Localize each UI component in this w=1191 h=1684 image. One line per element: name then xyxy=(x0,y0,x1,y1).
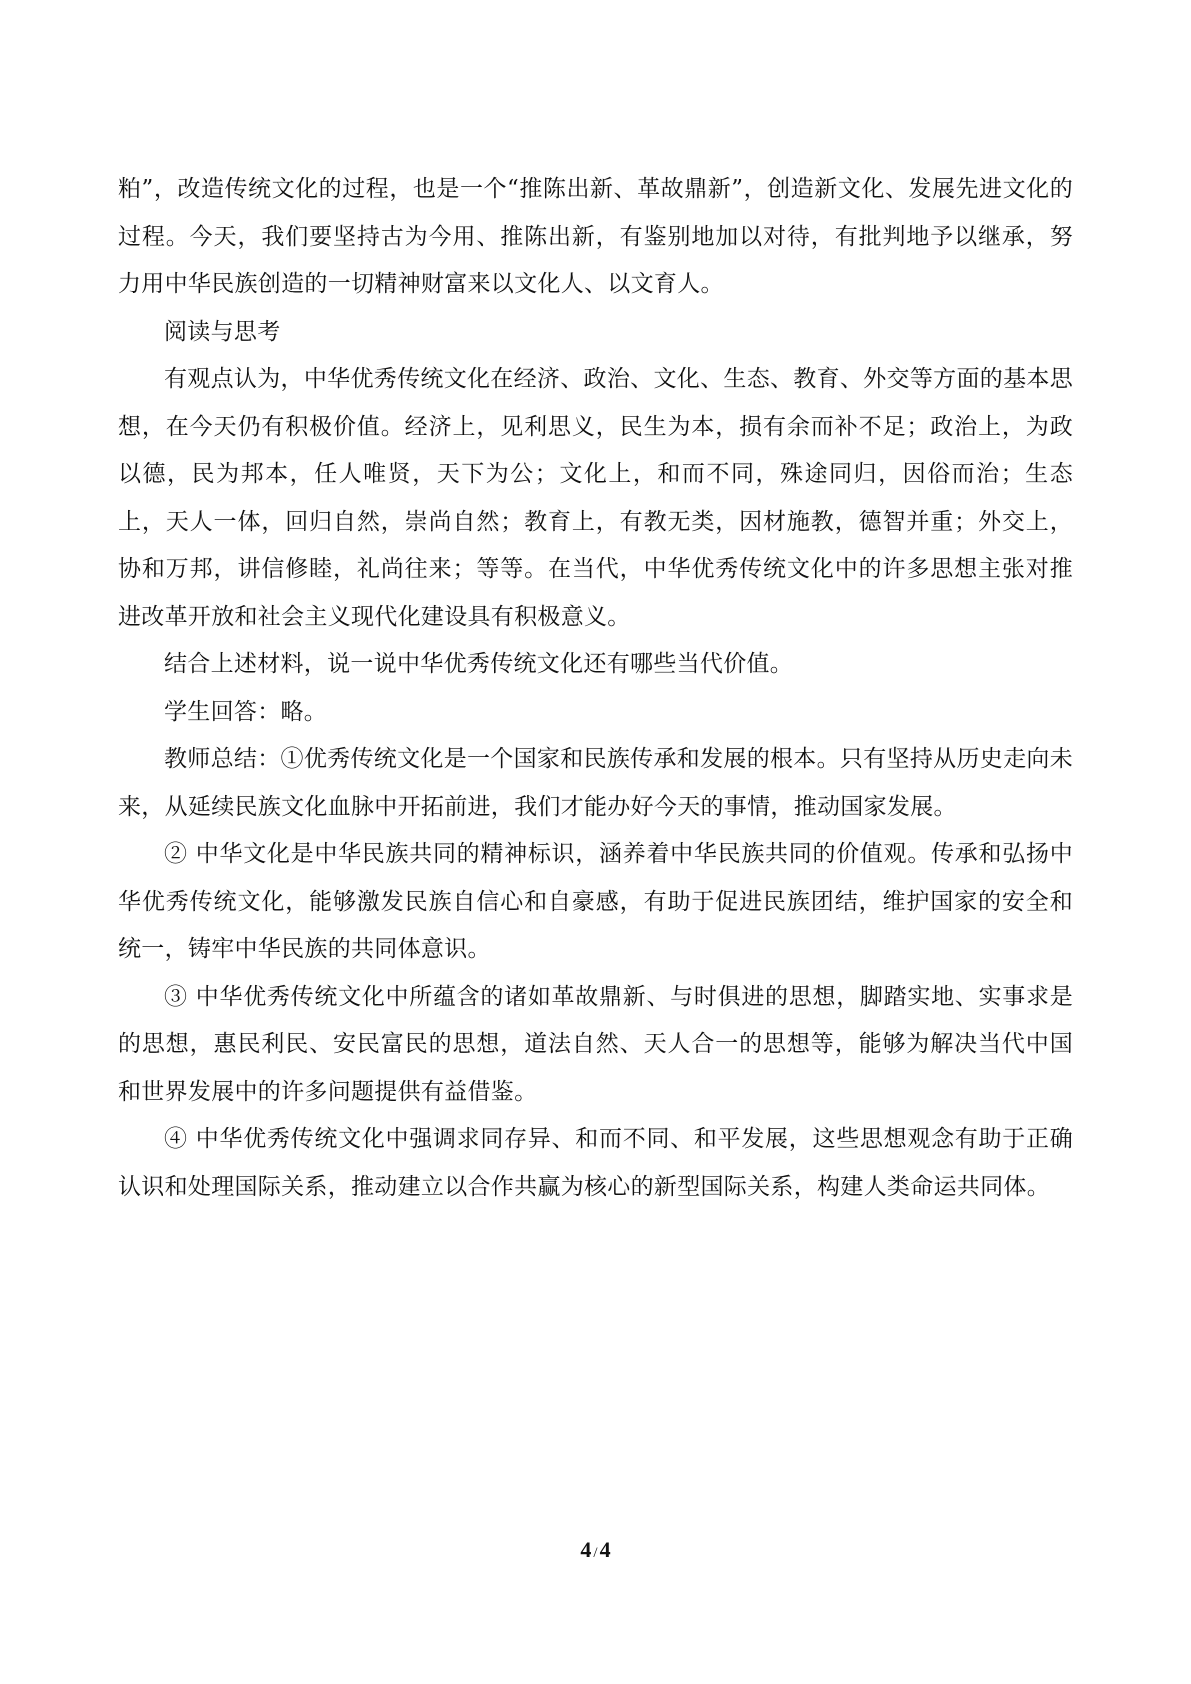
page-number-current: 4 xyxy=(580,1537,592,1562)
document-body xyxy=(118,166,1073,1211)
paragraph-teacher-summary-3: ③ 中华优秀传统文化中所蕴含的诸如革故鼎新、与时俱进的思想，脚踏实地、实事求是的思想，惠民利民、安民富民的思想，道法自然、天人合一的思想等，能够为解决当代中国和世界发展中的许多问题提供有益借鉴。 xyxy=(118,983,1073,1105)
paragraph-teacher-summary-2: ② 中华文化是中华民族共同的精神标识，涵养着中华民族共同的价值观。传承和弘扬中华优秀传统文化，能够激发民族自信心和自豪感，有助于促进民族团结，维护国家的安全和统一，铸牢中华民族的共同体意识。 xyxy=(118,841,1073,962)
paragraph-student-answer: 学生回答：略。 xyxy=(164,698,328,725)
page-number xyxy=(0,1535,1191,1568)
paragraph-teacher-summary-4: ④ 中华优秀传统文化中强调求同存异、和而不同、和平发展，这些思想观念有助于正确认识和处理国际关系，推动建立以合作共赢为核心的新型国际关系，构建人类命运共同体。 xyxy=(118,1126,1073,1200)
paragraph-teacher-summary-1: 教师总结：①优秀传统文化是一个国家和民族传承和发展的根本。只有坚持从历史走向未来，从延续民族文化血脉中开拓前进，我们才能办好今天的事情，推动国家发展。 xyxy=(118,746,1073,820)
paragraph-question: 结合上述材料，说一说中华优秀传统文化还有哪些当代价值。 xyxy=(164,651,794,677)
paragraph-continuation: 粕”，改造传统文化的过程，也是一个“推陈出新、革故鼎新”，创造新文化、发展先进文化的过程。今天，我们要坚持古为今用、推陈出新，有鉴别地加以对待，有批判地予以继承，努力用中华民族创造的一切精神财富来以文化人、以文育人。 xyxy=(118,176,1073,297)
page-number-total: 4 xyxy=(599,1537,611,1562)
page-number-separator: / xyxy=(593,1545,598,1561)
paragraph-viewpoint: 有观点认为，中华优秀传统文化在经济、政治、文化、生态、教育、外交等方面的基本思想，在今天仍有积极价值。经济上，见利思义，民生为本，损有余而补不足；政治上，为政以德，民为邦本，任人唯贤，天下为公；文化上，和而不同，殊途同归，因俗而治；生态上，天人一体，回归自然，崇尚自然；教育上，有教无类，因材施教，德智并重；外交上，协和万邦，讲信修睦，礼尚往来；等等。在当代，中华优秀传统文化中的许多思想主张对推进改革开放和社会主义现代化建设具有积极意义。 xyxy=(118,366,1073,630)
section-heading-reading-thinking: 阅读与思考 xyxy=(164,318,281,345)
